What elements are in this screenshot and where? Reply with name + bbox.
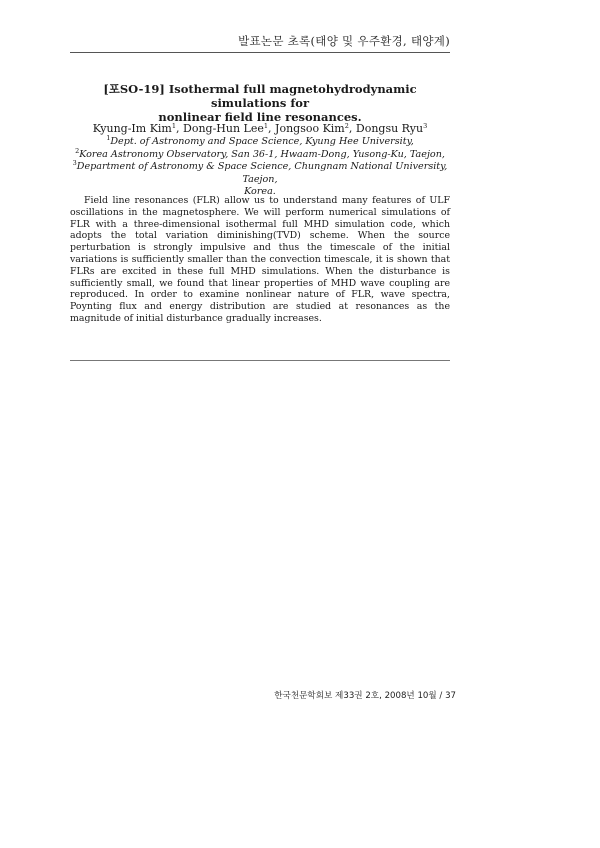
title-line-1: [포SO-19] Isothermal full magnetohydrodynamic simulations for: [103, 82, 417, 110]
affiliation-3: $^3$Department of Astronomy & Space Science, Chungnam National University, Taejon,: [72, 159, 448, 185]
title-line-2: nonlinear field line resonances.: [158, 110, 362, 124]
affiliation-2: $^2$Korea Astronomy Observatory, San 36-1, Hwaam-Dong, Yusong-Ku, Taejon,: [75, 146, 445, 160]
author: Dong-Hun Lee$^1$,: [183, 122, 276, 135]
abstract-end-divider: [70, 360, 450, 361]
author: Kyung-Im Kim$^1$,: [92, 122, 184, 135]
affiliation-list: [70, 136, 450, 199]
running-header: 발표논문 초록(태양 및 우주환경, 태양계): [238, 34, 450, 48]
page-footer: 한국천문학회보 제33권 2호, 2008년 10월 / 37: [274, 691, 456, 701]
affiliation-1: $^1$Dept. of Astronomy and Space Science, Kyung Hee University,: [106, 134, 414, 147]
paper-title: [70, 82, 450, 124]
affiliation-country: Korea.: [244, 186, 276, 197]
abstract-body: Field line resonances (FLR) allow us to understand many features of ULF oscillations in the magnetosphere. We will perform numerical simulations of FLR with a three-dimensional isothermal full MHD simulation code, which adopts the total variation diminishing(TVD) scheme. When the source perturbation is strongly impulsive and thus the timescale of the initial variations is sufficiently smaller than the convection timescale, it is shown that FLRs are excited in these full MHD simulations. When the disturbance is sufficiently small, we found that linear properties of MHD wave coupling are reproduced. In order to examine nonlinear nature of FLR, wave spectra, Poynting flux and energy distribution are studied at resonances as the magnitude of initial disturbance gradually increases.: [70, 195, 450, 324]
author: Jongsoo Kim$^2$,: [275, 122, 356, 135]
author-list: [70, 122, 450, 136]
author: Dongsu Ryu$^3$: [355, 122, 428, 135]
header-divider: [70, 52, 450, 53]
